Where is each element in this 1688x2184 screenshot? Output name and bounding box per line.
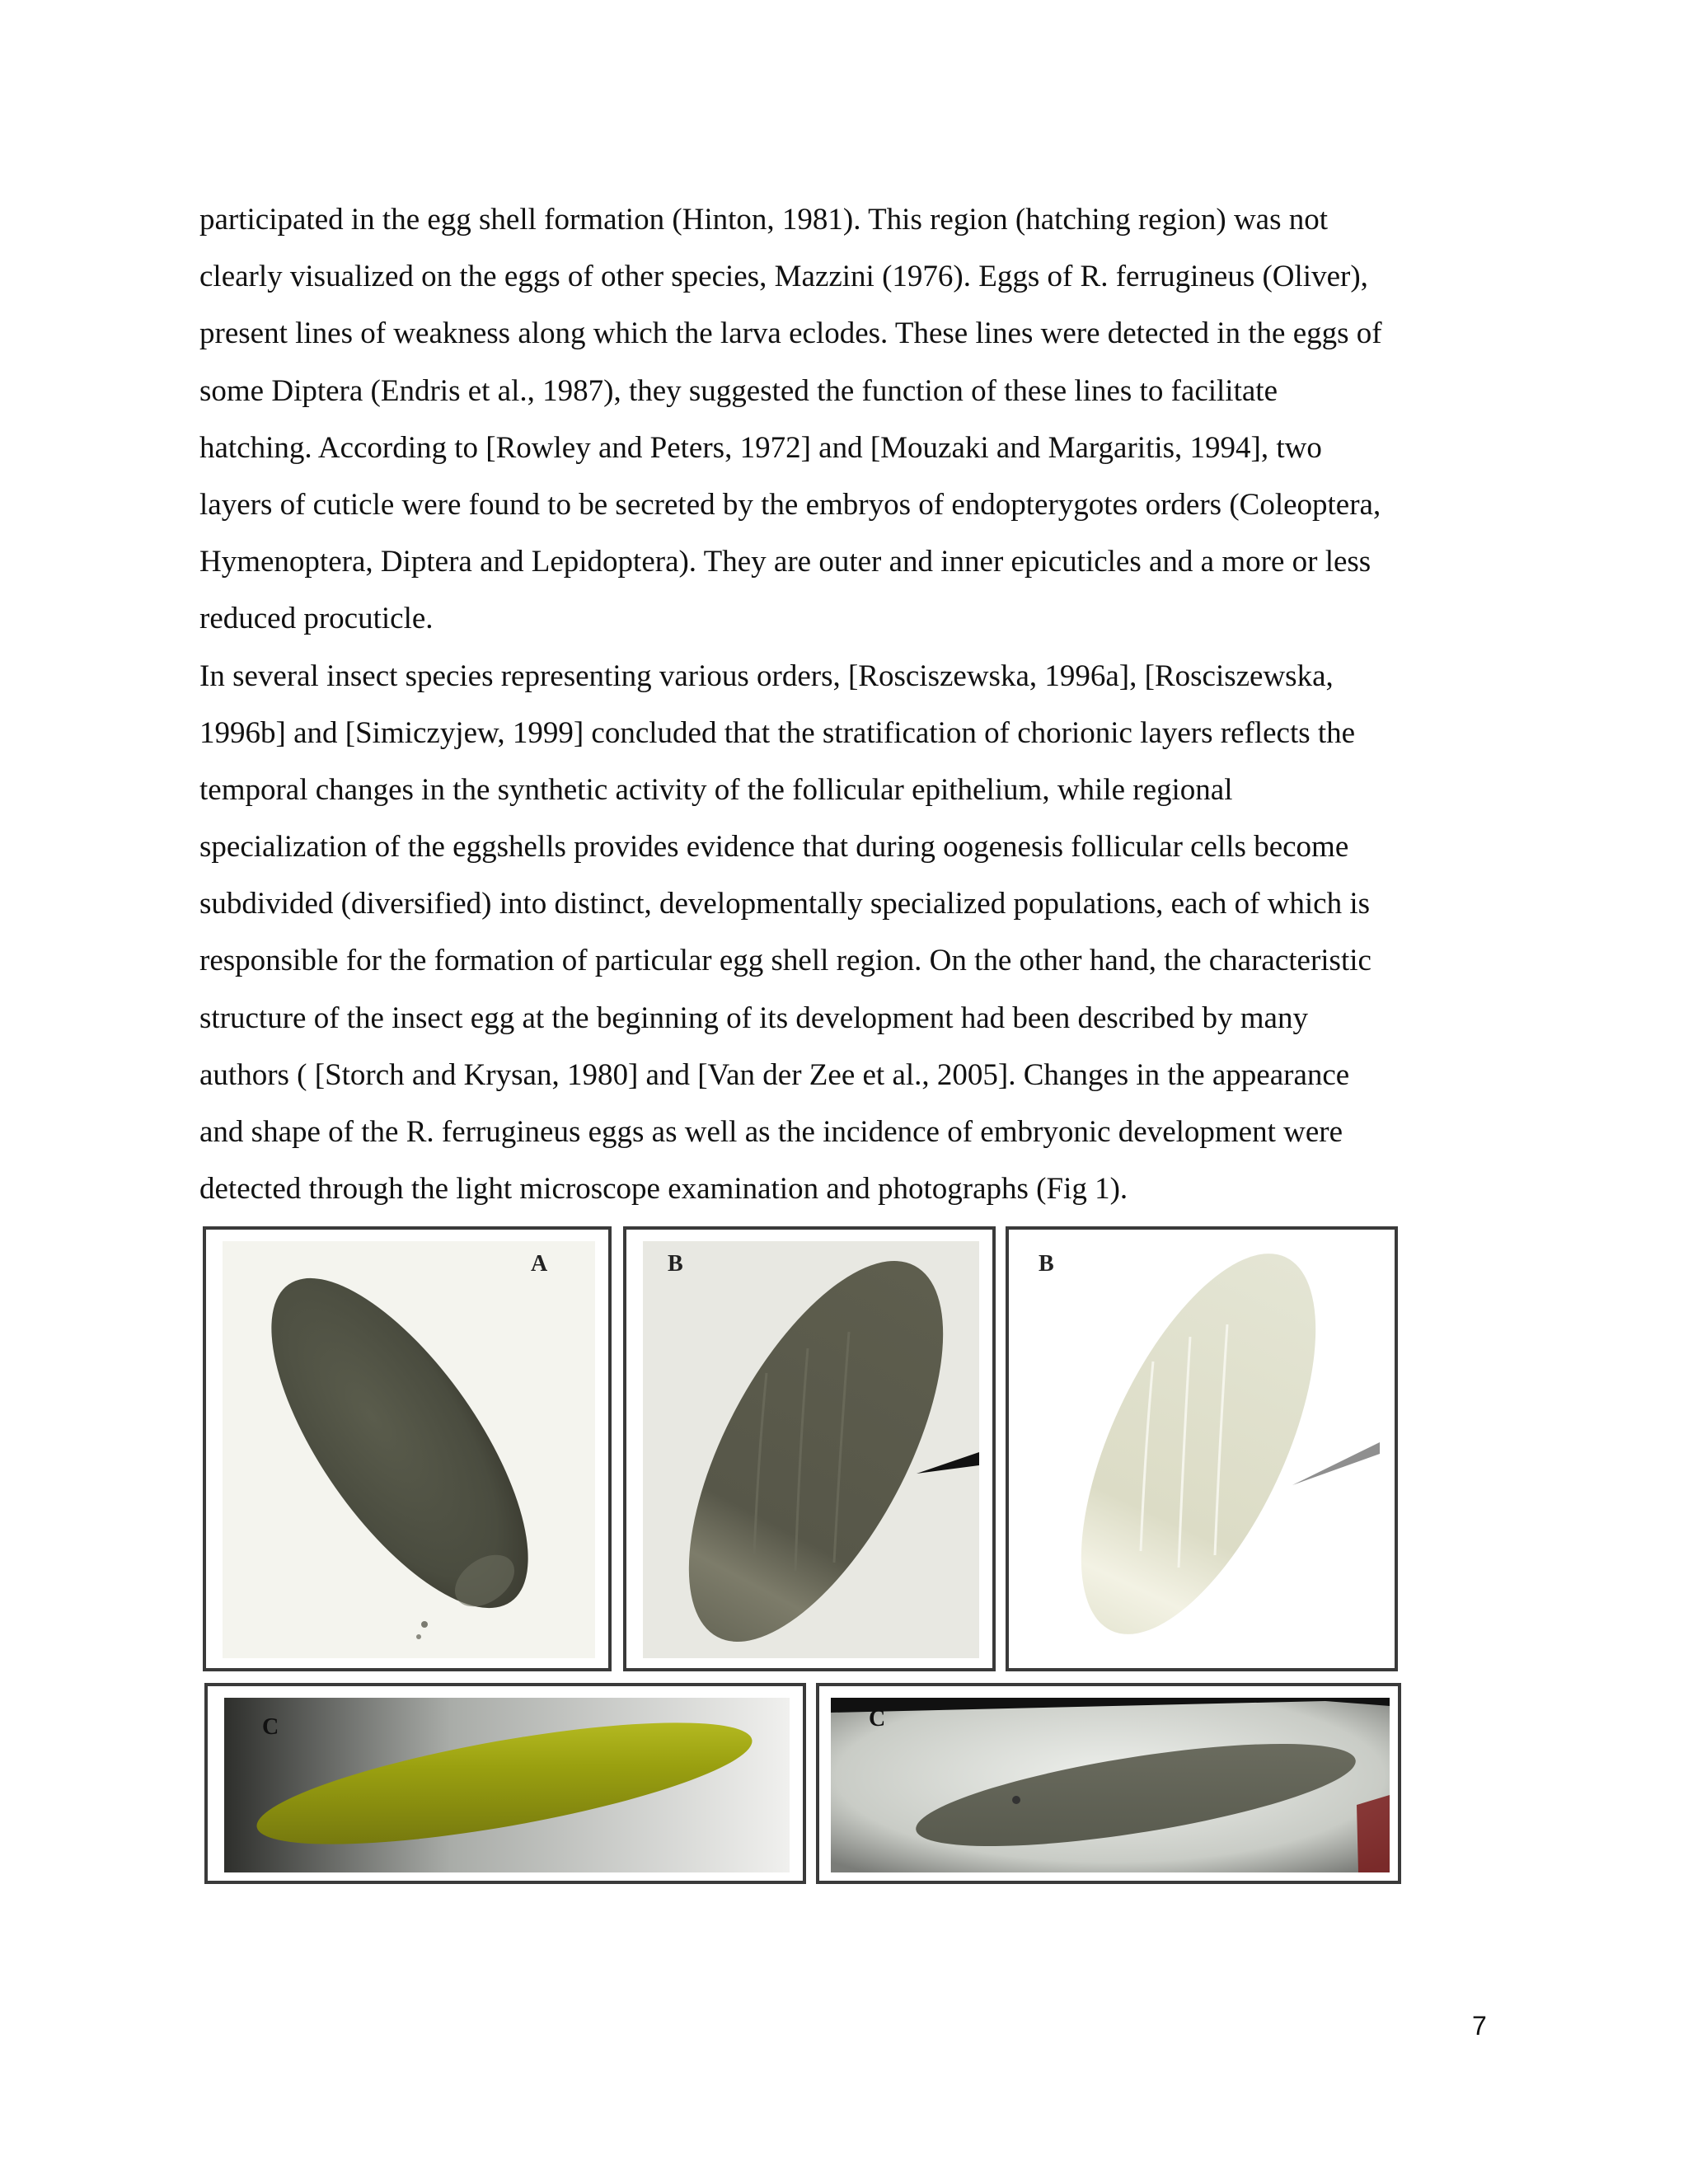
text-line: reduced procuticle. [199, 602, 434, 636]
text-line: specialization of the eggshells provides evidence that during oogenesis follicular cells become [199, 830, 1349, 865]
page-number: 7 [1472, 2011, 1487, 2041]
text-line: some Diptera (Endris et al., 1987), they suggested the function of these lines to facilitate [199, 373, 1278, 408]
panel-label: C [262, 1714, 279, 1740]
figure-panel-a [203, 1226, 612, 1671]
panel-label: A [531, 1251, 548, 1277]
text-line: participated in the egg shell formation (Hinton, 1981). This region (hatching region) was not [199, 203, 1329, 237]
text-line: 1996b] and [Simiczyjew, 1999] concluded that the stratification of chorionic layers reflects the [199, 715, 1356, 750]
egg-photo-b-light [1017, 1238, 1388, 1663]
panel-label: C [869, 1706, 886, 1732]
body-text [199, 191, 1493, 1217]
text-line: present lines of weakness along which the larva eclodes. These lines were detected in the eggs of [199, 316, 1382, 351]
figure-panel-c-green [204, 1683, 806, 1884]
panel-label: B [1039, 1251, 1054, 1277]
egg-photo-a [223, 1241, 595, 1658]
text-line: temporal changes in the synthetic activity of the follicular epithelium, while regional [199, 772, 1233, 807]
text-line: structure of the insect egg at the beginning of its development had been described by many [199, 1001, 1308, 1035]
text-line: Hymenoptera, Diptera and Lepidoptera). They are outer and inner epicuticles and a more or less [199, 545, 1372, 579]
text-line: authors ( [Storch and Krysan, 1980] and [Van der Zee et al., 2005]. Changes in the appearance [199, 1057, 1350, 1092]
figure-panel-b-dark [623, 1226, 996, 1671]
text-line: subdivided (diversified) into distinct, developmentally specialized populations, each of which is [199, 887, 1371, 921]
text-line: layers of cuticle were found to be secreted by the embryos of endopterygotes orders (Coleoptera, [199, 487, 1381, 522]
egg-photo-b-dark [643, 1241, 979, 1658]
text-line: In several insect species representing various orders, [Rosciszewska, 1996a], [Rosciszewska, [199, 658, 1334, 693]
panel-label: B [668, 1251, 683, 1277]
text-line: clearly visualized on the eggs of other species, Mazzini (1976). Eggs of R. ferrugineus (Oliver), [199, 260, 1368, 294]
text-line: responsible for the formation of particular egg shell region. On the other hand, the characteristic [199, 944, 1372, 978]
text-line: detected through the light microscope examination and photographs (Fig 1). [199, 1172, 1128, 1207]
figure-panel-b-light [1006, 1226, 1398, 1671]
figure-panel-c-grey [816, 1683, 1401, 1884]
egg-photo-c-grey [831, 1698, 1390, 1872]
egg-photo-c-green [224, 1698, 790, 1872]
text-line: and shape of the R. ferrugineus eggs as well as the incidence of embryonic development were [199, 1115, 1343, 1149]
text-line: hatching. According to [Rowley and Peters, 1972] and [Mouzaki and Margaritis, 1994], two [199, 430, 1322, 465]
